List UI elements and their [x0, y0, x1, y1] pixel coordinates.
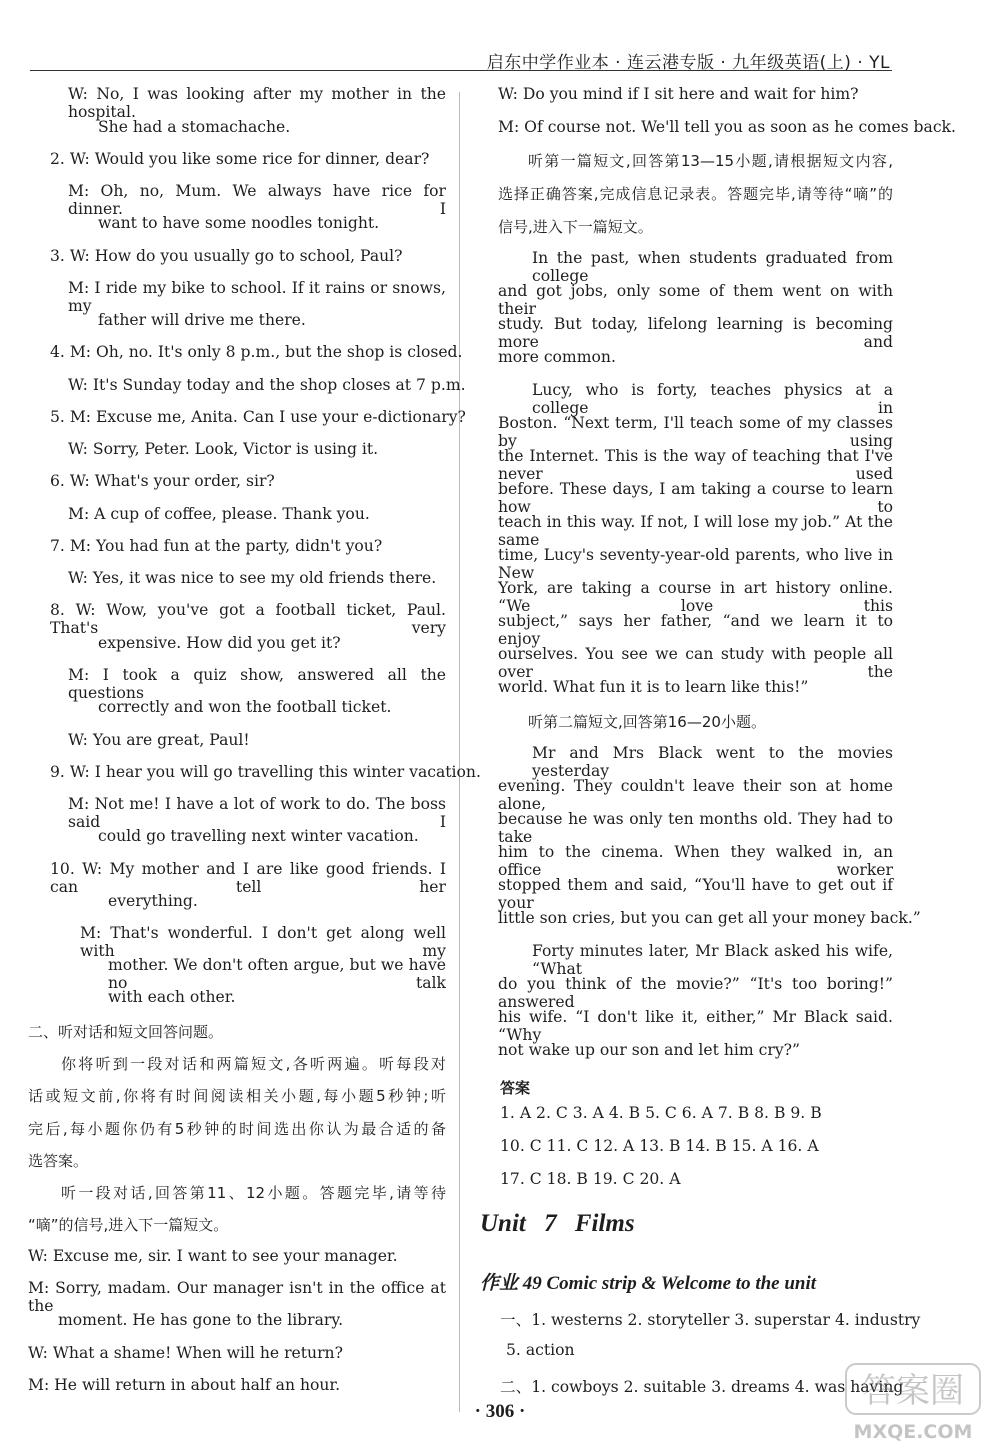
left-column-line: 2. W: Would you like some rice for dinner, dear?: [50, 150, 430, 168]
left-column-line: “嘀”的信号,进入下一篇短文。: [28, 1216, 229, 1234]
left-column-line: 话或短文前,你将有时间阅读相关小题,每小题5秒钟;听: [28, 1087, 446, 1105]
left-column-line: 10. W: My mother and I are like good friends. I can tell her: [50, 860, 446, 896]
left-column-line: 8. W: Wow, you've got a football ticket, Paul. That's very: [50, 601, 446, 637]
right-column-line: little son cries, but you can get all your money back.”: [498, 909, 921, 927]
left-column-line: M: A cup of coffee, please. Thank you.: [68, 505, 370, 523]
left-column-line: M: I ride my bike to school. If it rains or snows, my: [68, 279, 446, 315]
right-column-line: 信号,进入下一篇短文。: [498, 218, 653, 236]
left-column-line: everything.: [108, 892, 198, 910]
right-column-line: 17. C 18. B 19. C 20. A: [500, 1170, 681, 1188]
left-column-line: 二、听对话和短文回答问题。: [28, 1023, 224, 1041]
left-column-line: 5. M: Excuse me, Anita. Can I use your e-dictionary?: [50, 408, 466, 426]
left-column-line: W: You are great, Paul!: [68, 731, 250, 749]
left-column-line: could go travelling next winter vacation.: [98, 827, 419, 845]
right-column-line: 听第二篇短文,回答第16—20小题。: [528, 713, 766, 731]
right-column-line: 5. action: [506, 1341, 575, 1359]
left-column-line: W: Excuse me, sir. I want to see your manager.: [28, 1247, 398, 1265]
right-column-line: evening. They couldn't leave their son at home alone,: [498, 777, 893, 813]
right-column-line: M: Of course not. We'll tell you as soon as he comes back.: [498, 118, 956, 136]
left-column-line: She had a stomachache.: [98, 118, 291, 136]
left-column-line: 9. W: I hear you will go travelling this winter vacation.: [50, 763, 481, 781]
right-column-line: him to the cinema. When they walked in, an office worker: [498, 843, 893, 879]
left-column-line: M: That's wonderful. I don't get along well with my: [80, 924, 446, 960]
left-column-line: mother. We don't often argue, but we have no talk: [108, 956, 446, 992]
right-column-line: 10. C 11. C 12. A 13. B 14. B 15. A 16. A: [500, 1137, 819, 1155]
right-column-line: teach in this way. If not, I will lose my job.” At the same: [498, 513, 893, 549]
left-column-line: moment. He has gone to the library.: [58, 1311, 344, 1329]
right-column-line: because he was only ten months old. They had to take: [498, 810, 893, 846]
right-column-line: stopped them and said, “You'll have to get out if your: [498, 876, 893, 912]
right-column-line: 1. A 2. C 3. A 4. B 5. C 6. A 7. B 8. B 9. B: [500, 1104, 822, 1122]
right-column-line: York, are taking a course in art history online. “We love this: [498, 579, 893, 615]
left-column-line: M: Oh, no, Mum. We always have rice for dinner. I: [68, 182, 446, 218]
right-column-line: In the past, when students graduated from college: [532, 249, 893, 285]
right-column-line: 答案: [500, 1079, 531, 1097]
homework-title: 作业 49 Comic strip & Welcome to the unit: [480, 1273, 817, 1294]
right-column-line: not wake up our son and let him cry?”: [498, 1041, 800, 1059]
left-column-line: expensive. How did you get it?: [98, 634, 341, 652]
right-column-line: world. What fun it is to learn like this!”: [498, 678, 809, 696]
svg-text:答案圈: 答案圈: [862, 1371, 964, 1411]
left-column-line: M: I took a quiz show, answered all the questions: [68, 666, 446, 702]
left-column-line: M: Sorry, madam. Our manager isn't in the office at the: [28, 1279, 446, 1315]
right-column-line: Boston. “Next term, I'll teach some of my classes by using: [498, 414, 893, 450]
left-column-line: 4. M: Oh, no. It's only 8 p.m., but the shop is closed.: [50, 343, 463, 361]
right-column-line: and got jobs, only some of them went on with their: [498, 282, 893, 318]
left-column-line: 7. M: You had fun at the party, didn't you?: [50, 537, 383, 555]
right-column-line: do you think of the movie?” “It's too boring!” answered: [498, 975, 893, 1011]
right-column-line: Mr and Mrs Black went to the movies yesterday: [532, 744, 893, 780]
right-column-line: more common.: [498, 348, 616, 366]
left-column-line: father will drive me there.: [98, 311, 306, 329]
right-column-line: 二、1. cowboys 2. suitable 3. dreams 4. was having: [500, 1378, 904, 1396]
page-number: · 306 ·: [474, 1401, 526, 1422]
right-column-line: subject,” says her father, “and we learn it to enjoy: [498, 612, 893, 648]
right-column-line: the Internet. This is the way of teaching that I've never used: [498, 447, 893, 483]
right-column-line: study. But today, lifelong learning is becoming more and: [498, 315, 893, 351]
left-column-line: 6. W: What's your order, sir?: [50, 472, 275, 490]
right-column-line: Lucy, who is forty, teaches physics at a college in: [532, 381, 893, 417]
left-column-line: 你将听到一段对话和两篇短文,各听两遍。听每段对: [61, 1055, 446, 1073]
left-column-line: want to have some noodles tonight.: [98, 214, 380, 232]
right-column-line: Forty minutes later, Mr Black asked his wife, “What: [532, 942, 893, 978]
svg-text:MXQE.COM: MXQE.COM: [853, 1421, 973, 1443]
left-column-line: W: Sorry, Peter. Look, Victor is using it.: [68, 440, 379, 458]
left-column-line: W: What a shame! When will he return?: [28, 1344, 343, 1362]
watermark-logo: [838, 1358, 988, 1446]
left-column-line: 完后,每小题你仍有5秒钟的时间选出你认为最合适的备: [28, 1120, 446, 1138]
left-column-line: W: It's Sunday today and the shop closes at 7 p.m.: [68, 376, 466, 394]
left-column-line: W: Yes, it was nice to see my old friends there.: [68, 569, 437, 587]
unit-title: Unit 7 Films: [480, 1210, 635, 1237]
right-column-line: 听第一篇短文,回答第13—15小题,请根据短文内容,: [528, 152, 893, 170]
page-header: 启东中学作业本 · 连云港专版 · 九年级英语(上) · YL: [486, 53, 890, 73]
header-divider: [30, 70, 892, 71]
left-column-line: M: He will return in about half an hour.: [28, 1376, 341, 1394]
left-column-line: 听一段对话,回答第11、12小题。答题完毕,请等待: [61, 1184, 446, 1202]
left-column-line: W: No, I was looking after my mother in the hospital.: [68, 85, 446, 121]
left-column-line: 选答案。: [28, 1152, 89, 1170]
left-column-line: correctly and won the football ticket.: [98, 698, 392, 716]
column-divider: [459, 92, 460, 1412]
right-column-line: ourselves. You see we can study with people all over the: [498, 645, 893, 681]
right-column-line: before. These days, I am taking a course to learn how to: [498, 480, 893, 516]
left-column-line: M: Not me! I have a lot of work to do. The boss said I: [68, 795, 446, 831]
left-column-line: with each other.: [108, 988, 236, 1006]
right-column-line: W: Do you mind if I sit here and wait for him?: [498, 85, 859, 103]
right-column-line: his wife. “I don't like it, either,” Mr Black said. “Why: [498, 1008, 893, 1044]
left-column-line: 3. W: How do you usually go to school, Paul?: [50, 247, 403, 265]
right-column-line: 选择正确答案,完成信息记录表。答题完毕,请等待“嘀”的: [498, 185, 893, 203]
right-column-line: 一、1. westerns 2. storyteller 3. superstar 4. industry: [500, 1311, 921, 1329]
right-column-line: time, Lucy's seventy-year-old parents, who live in New: [498, 546, 893, 582]
